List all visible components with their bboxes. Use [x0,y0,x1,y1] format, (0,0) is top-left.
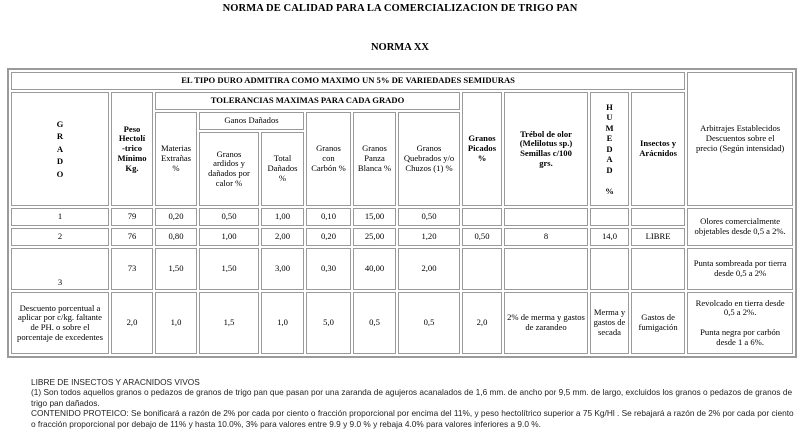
quebrados-header: Granos Quebrados y/o Chuzos (1) % [398,112,460,206]
materias-cell: 0,20 [155,208,197,226]
insectos-cell [631,248,685,290]
descuento-label-cell: Descuento porcentual a aplicar por c/kg. faltante de PH. o sobre el porcentaje de excedentes [11,292,109,354]
table-row [11,228,793,246]
insectos-header: Insectos y Arácnidos [631,92,685,206]
peso-cell: 79 [111,208,153,226]
quebrados-cell: 0,5 [398,292,460,354]
peso-cell: 2,0 [111,292,153,354]
insectos-cell: LIBRE [631,228,685,246]
trebol-header: Trébol de olor (Melilotus sp.) Semillas c/100 grs. [504,92,588,206]
note-quebrados-definition: (1) Son todos aquellos granos o pedazos de granos de trigo pan que pasan por una zaranda de agujeros acanalados de 1,6 mm. de ancho por 9,5 mm. de largo, excluidos los granos o pedazos de granos de trigo pan dañados. [31,387,793,408]
picados-header: Granos Picados % [462,92,502,206]
total-cell: 2,00 [261,228,304,246]
insectos-cell [631,208,685,226]
picados-cell [462,208,502,226]
banner-cell: EL TIPO DURO ADMITIRA COMO MAXIMO UN 5% DE VARIEDADES SEMIDURAS [11,72,685,90]
note-libre-insectos: LIBRE DE INSECTOS Y ARACNIDOS VIVOS [31,377,200,387]
ardidos-header: Granos ardidos y dañados por calor % [199,132,259,206]
carbon-header: Granos con Carbón % [306,112,351,206]
picados-cell [462,248,502,290]
ardidos-cell: 0,50 [199,208,259,226]
arbitraje-revolcado: Revolcado en tierra desde 0,5 a 2%. [695,297,785,318]
table-row [11,248,793,290]
total-danados-header: Total Dañados % [261,132,304,206]
trebol-cell: 8 [504,228,588,246]
materias-cell: 0,80 [155,228,197,246]
panza-cell: 25,00 [353,228,396,246]
insectos-cell: Gastos de fumigación [631,292,685,354]
grado-cell: 2 [11,228,109,246]
quebrados-cell: 1,20 [398,228,460,246]
arbitraje-revolcado-punta-negra [687,292,793,354]
peso-header: Peso Hectolí -trico Mínimo Kg. [111,92,153,206]
quality-standard-table [7,68,797,358]
carbon-cell: 0,30 [306,248,351,290]
tolerancias-header: TOLERANCIAS MAXIMAS PARA CADA GRADO [155,92,460,110]
peso-cell: 73 [111,248,153,290]
picados-cell: 0,50 [462,228,502,246]
panza-header: Granos Panza Blanca % [353,112,396,206]
humedad-cell: 14,0 [590,228,629,246]
arbitrajes-header: Arbitrajes Establecidos Descuentos sobre el precio (Según intensidad) [687,72,793,206]
materias-cell: 1,50 [155,248,197,290]
total-cell: 1,00 [261,208,304,226]
table-row [11,208,793,226]
table-row [11,292,793,354]
total-cell: 3,00 [261,248,304,290]
carbon-cell: 0,10 [306,208,351,226]
arbitraje-punta-negra: Punta negra por carbón desde 1 a 6%. [700,327,781,347]
panza-cell: 40,00 [353,248,396,290]
grado-header: G R A D O [11,92,109,206]
grado-cell: 3 [11,248,109,290]
footnotes [31,377,796,429]
total-cell: 1,0 [261,292,304,354]
trebol-cell [504,208,588,226]
arbitraje-punta-sombreada: Punta sombreada por tierra desde 0,5 a 2% [687,248,793,290]
ardidos-cell: 1,50 [199,248,259,290]
trebol-cell: 2% de merma y gastos de zarandeo [504,292,588,354]
granos-danados-header: Ganos Dañados [199,112,304,130]
materias-header: Materias Extrañas % [155,112,197,206]
document-title: NORMA DE CALIDAD PARA LA COMERCIALIZACION DE TRIGO PAN [222,3,578,14]
humedad-header: H U M E D A D % [590,92,629,206]
materias-cell: 1,0 [155,292,197,354]
humedad-cell: Merma y gastos de secada [590,292,629,354]
quebrados-cell: 0,50 [398,208,460,226]
carbon-cell: 0,20 [306,228,351,246]
panza-cell: 15,00 [353,208,396,226]
arbitraje-olores: Olores comercialmente objetables desde 0,5 a 2%. [687,208,793,246]
carbon-cell: 5,0 [306,292,351,354]
peso-cell: 76 [111,228,153,246]
humedad-cell [590,248,629,290]
panza-cell: 0,5 [353,292,396,354]
norma-label: NORMA XX [370,42,430,53]
ardidos-cell: 1,5 [199,292,259,354]
humedad-cell [590,208,629,226]
quebrados-cell: 2,00 [398,248,460,290]
trebol-cell [504,248,588,290]
note-contenido-proteico: CONTENIDO PROTEICO: Se bonificará a razón de 2% por cada por ciento o fracción proporcional por encima del 11%, y peso hectolítrico superior a 75 Kg/Hl . Se rebajará a razón de 2% por cada por ciento o fracción proporcional por debajo de 11% y hasta 10.0%, 3% para valores entre 9.9 y 9.0 % y rebaja 4.0% para valores inferiores a 9.0 %. [31,408,794,429]
grado-cell: 1 [11,208,109,226]
ardidos-cell: 1,00 [199,228,259,246]
picados-cell: 2,0 [462,292,502,354]
